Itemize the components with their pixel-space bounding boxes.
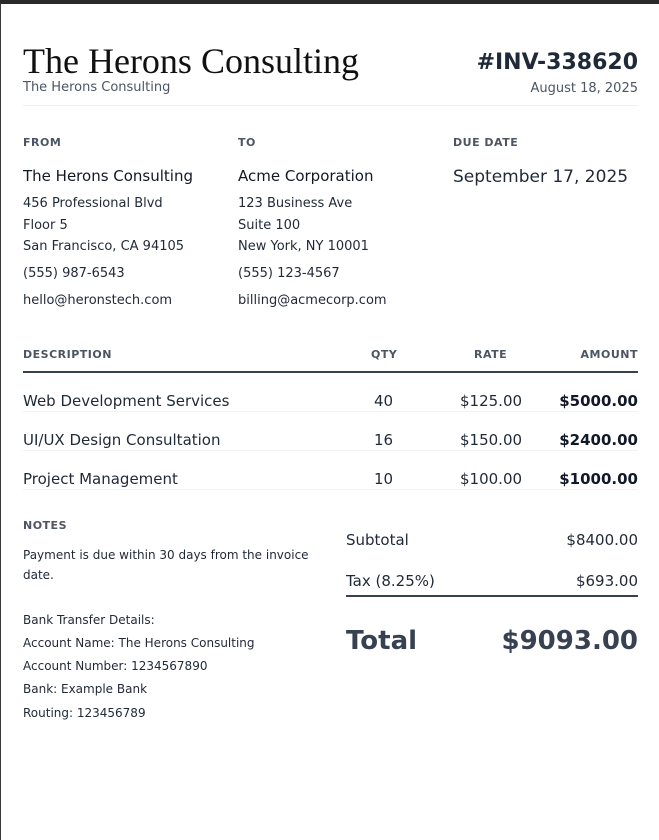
row-divider [23,411,638,412]
column-header-description: DESCRIPTION [23,348,112,361]
column-header-qty: QTY [371,348,398,361]
to-email: billing@acmecorp.com [238,293,387,308]
column-header-rate: RATE [474,348,508,361]
row-amount: $5000.00 [559,392,638,410]
row-qty: 10 [374,470,394,488]
company-subtitle: The Herons Consulting [23,80,171,95]
bank-routing: Routing: 123456789 [23,706,146,720]
bank-account-name: Account Name: The Herons Consulting [23,636,255,650]
from-phone: (555) 987-6543 [23,266,125,281]
summary-rule [346,595,638,597]
from-address-line3: San Francisco, CA 94105 [23,239,185,254]
tax-label: Tax (8.25%) [346,572,435,590]
bank-details-title: Bank Transfer Details: [23,613,155,627]
to-address-line1: 123 Business Ave [238,196,353,211]
to-address-line2: Suite 100 [238,218,301,233]
invoice-header [23,38,638,106]
column-header-amount: AMOUNT [580,348,638,361]
row-description: UI/UX Design Consultation [23,431,221,449]
row-rate: $100.00 [460,470,523,488]
from-label: FROM [23,136,62,149]
row-description: Web Development Services [23,392,230,410]
invoice-date: August 18, 2025 [530,81,638,96]
invoice-number: #INV-338620 [476,50,638,75]
row-rate: $150.00 [460,431,523,449]
notes-text: Payment is due within 30 days from the invoice date. [23,548,309,582]
top-border [0,0,659,4]
row-divider [23,450,638,451]
due-date-label: DUE DATE [453,136,519,149]
due-date-value: September 17, 2025 [453,167,629,187]
to-address-line3: New York, NY 10001 [238,239,369,254]
bank-account-number: Account Number: 1234567890 [23,659,208,673]
row-divider [23,489,638,490]
bank-name: Bank: Example Bank [23,682,148,696]
left-border [0,4,1,840]
from-name: The Herons Consulting [23,167,194,185]
total-label: Total [346,626,418,656]
row-rate: $125.00 [460,392,523,410]
row-amount: $1000.00 [559,470,638,488]
notes-label: NOTES [23,519,67,532]
to-label: TO [238,136,256,149]
company-title: The Herons Consulting [23,41,359,81]
row-amount: $2400.00 [559,431,638,449]
row-qty: 40 [374,392,394,410]
from-email: hello@heronstech.com [23,293,173,308]
from-address-line1: 456 Professional Blvd [23,196,163,211]
total-value: $9093.00 [501,626,638,656]
from-address-line2: Floor 5 [23,218,68,233]
row-qty: 16 [374,431,394,449]
tax-value: $693.00 [575,572,638,590]
subtotal-label: Subtotal [346,531,409,549]
subtotal-value: $8400.00 [566,531,638,549]
table-header-rule [23,371,638,373]
to-name: Acme Corporation [238,167,374,185]
row-description: Project Management [23,470,178,488]
to-phone: (555) 123-4567 [238,266,340,281]
